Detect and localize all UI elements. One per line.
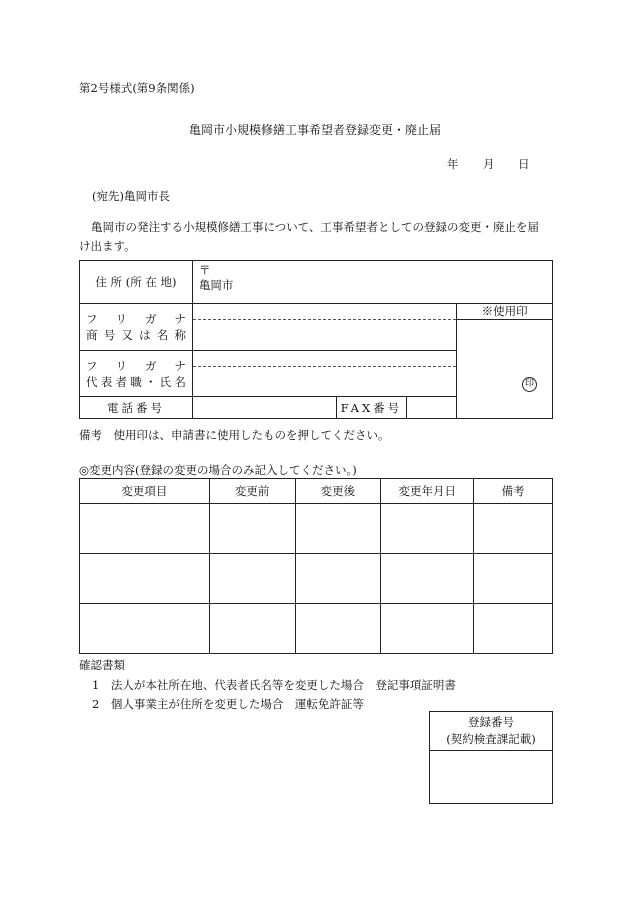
table-row (80, 554, 553, 604)
note: 備考 使用印は、申請書に使用したものを押してください。 (79, 428, 390, 442)
header-remarks: 備考 (474, 479, 553, 504)
remarks-cell[interactable] (474, 604, 553, 654)
rep-name-input[interactable] (193, 366, 456, 396)
form-number: 第2号様式(第9条関係) (79, 81, 195, 95)
seal-area[interactable] (457, 320, 552, 396)
fax-label: FAX番号 (336, 397, 407, 419)
registration-value-row (430, 751, 553, 804)
address-city: 亀岡市 (198, 278, 234, 292)
company-name-label: 商 号 又 は 名 称 (86, 328, 186, 342)
addressee: (宛先)亀岡市長 (92, 189, 170, 203)
rep-furigana-input[interactable] (193, 351, 456, 366)
address-label: 住 所 (所 在 地) (95, 275, 177, 289)
change-item-cell[interactable] (80, 604, 210, 654)
before-cell[interactable] (209, 504, 295, 554)
changes-header-row (80, 479, 553, 504)
after-cell[interactable] (295, 554, 381, 604)
before-cell[interactable] (209, 604, 295, 654)
rep-furigana-label: フ リ ガ ナ (86, 358, 186, 373)
seal-label: ※使用印 (457, 304, 552, 320)
change-item-cell[interactable] (80, 504, 210, 554)
table-row (80, 504, 553, 554)
phone-field[interactable] (192, 397, 336, 419)
applicant-table (79, 260, 553, 419)
changes-heading: ◎変更内容(登録の変更の場合のみ記入してください。) (79, 463, 357, 477)
seal-mark-icon: 印 (522, 377, 537, 392)
remarks-cell[interactable] (474, 504, 553, 554)
statement-line-2: け出ます。 (79, 239, 136, 253)
company-field[interactable] (192, 304, 456, 351)
phone-label: 電話番号 (80, 397, 193, 419)
change-date-cell[interactable] (381, 554, 474, 604)
change-date-cell[interactable] (381, 504, 474, 554)
date-year-label: 年 (447, 157, 459, 171)
rep-name-label: 代 表 者 職 ・ 氏 名 (86, 374, 186, 389)
document-item: 2 個人事業主が住所を変更した場合 運転免許証等 (92, 697, 364, 711)
registration-header-row (430, 712, 553, 751)
after-cell[interactable] (295, 604, 381, 654)
company-furigana-label: フ リ ガ ナ (86, 312, 186, 326)
date-day-label: 日 (518, 157, 530, 171)
company-furigana-input[interactable] (193, 304, 456, 319)
registration-sublabel: (契約検査課記載) (446, 732, 536, 746)
header-change-date: 変更年月日 (381, 479, 474, 504)
change-date-cell[interactable] (381, 604, 474, 654)
address-row (80, 261, 553, 304)
address-label-cell (80, 261, 193, 304)
rep-label-cell (80, 351, 193, 397)
before-cell[interactable] (209, 554, 295, 604)
registration-label: 登録番号 (468, 715, 514, 729)
form-title: 亀岡市小規模修繕工事希望者登録変更・廃止届 (188, 123, 441, 137)
registration-number-field[interactable] (430, 751, 553, 804)
changes-table (79, 478, 553, 654)
seal-cell[interactable] (457, 304, 553, 419)
postal-mark: 〒 (198, 263, 211, 277)
company-name-input[interactable] (193, 319, 456, 350)
after-cell[interactable] (295, 504, 381, 554)
representative-field[interactable] (192, 351, 456, 397)
header-after: 変更後 (295, 479, 381, 504)
registration-box (429, 711, 553, 804)
registration-label-cell (430, 712, 553, 751)
date-month-label: 月 (483, 157, 495, 171)
statement-line-1: 亀岡市の発注する小規模修繕工事について、工事希望者としての登録の変更・廃止を届 (91, 220, 540, 234)
documents-heading: 確認書類 (79, 658, 125, 672)
company-label-cell (80, 304, 193, 351)
header-change-item: 変更項目 (80, 479, 210, 504)
company-row (80, 304, 553, 351)
table-row (80, 604, 553, 654)
document-item: 1 法人が本社所在地、代表者氏名等を変更した場合 登記事項証明書 (92, 678, 456, 692)
address-field[interactable] (192, 261, 552, 304)
change-item-cell[interactable] (80, 554, 210, 604)
remarks-cell[interactable] (474, 554, 553, 604)
header-before: 変更前 (209, 479, 295, 504)
fax-field[interactable] (407, 397, 457, 419)
